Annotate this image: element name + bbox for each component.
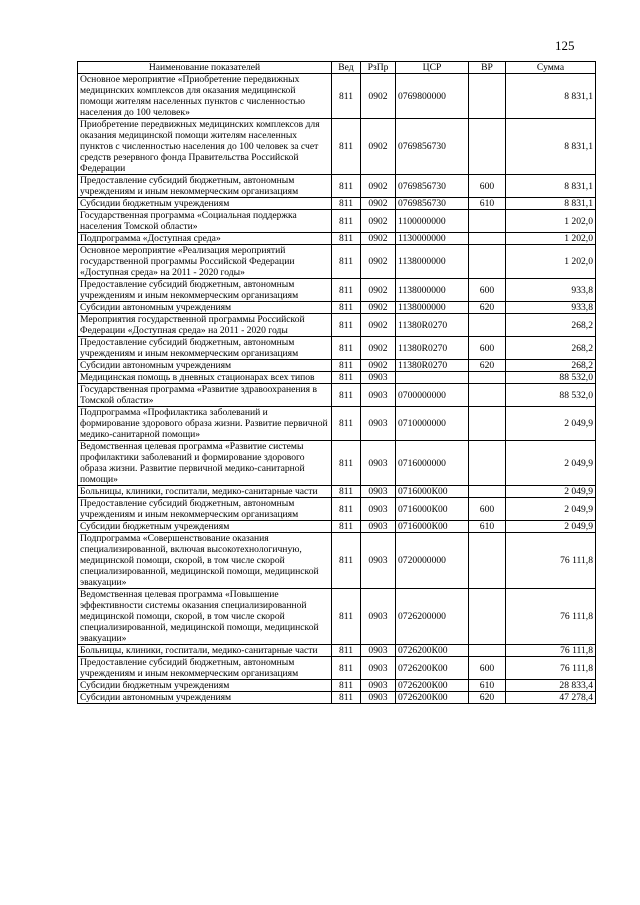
table-row	[78, 407, 596, 441]
row-name-cell: Больницы, клиники, госпитали, медико-санитарные части	[78, 645, 332, 657]
row-rzpr-cell: 0902	[361, 314, 396, 337]
row-rzpr-cell: 0903	[361, 486, 396, 498]
row-vr-cell: 600	[469, 657, 506, 680]
table-row	[78, 210, 596, 233]
row-name-cell: Предоставление субсидий бюджетным, автономным учреждениям и иным некоммерческим организациям	[78, 657, 332, 680]
row-name-cell: Предоставление субсидий бюджетным, автономным учреждениям и иным некоммерческим организациям	[78, 337, 332, 360]
row-vr-cell	[469, 645, 506, 657]
row-sum-cell: 76 111,8	[506, 589, 596, 645]
row-ved-cell: 811	[332, 384, 361, 407]
row-name-cell: Субсидии бюджетным учреждениям	[78, 521, 332, 533]
row-rzpr-cell: 0902	[361, 198, 396, 210]
row-vr-cell: 620	[469, 692, 506, 704]
row-name-cell: Субсидии бюджетным учреждениям	[78, 198, 332, 210]
header-ved: Вед	[332, 62, 361, 74]
row-ved-cell: 811	[332, 337, 361, 360]
table-row	[78, 119, 596, 175]
table-row	[78, 657, 596, 680]
row-csr-cell: 0726200К00	[396, 692, 469, 704]
table-row	[78, 302, 596, 314]
row-csr-cell: 0716000К00	[396, 521, 469, 533]
row-csr-cell: 0769800000	[396, 74, 469, 119]
row-rzpr-cell: 0902	[361, 233, 396, 245]
table-body	[78, 74, 596, 704]
table-row	[78, 384, 596, 407]
row-rzpr-cell: 0903	[361, 407, 396, 441]
table-row	[78, 486, 596, 498]
row-name-cell: Ведомственная целевая программа «Повышение эффективности системы оказания специализированной медицинской помощи, скорой, в том числе скорой специализированной, медицинской помощи, медицинской эвакуации»	[78, 589, 332, 645]
row-csr-cell: 11380R0270	[396, 314, 469, 337]
row-rzpr-cell: 0903	[361, 441, 396, 486]
row-rzpr-cell: 0902	[361, 245, 396, 279]
row-csr-cell	[396, 372, 469, 384]
row-ved-cell: 811	[332, 302, 361, 314]
row-ved-cell: 811	[332, 680, 361, 692]
row-csr-cell: 1130000000	[396, 233, 469, 245]
table-row	[78, 360, 596, 372]
row-name-cell: Приобретение передвижных медицинских комплексов для оказания медицинской помощи жителям населенных пунктов с численностью населения до 100 человек за счет средств резервного фонда Правительства Российской Федерации	[78, 119, 332, 175]
row-vr-cell	[469, 314, 506, 337]
row-vr-cell: 600	[469, 279, 506, 302]
row-rzpr-cell: 0903	[361, 533, 396, 589]
row-name-cell: Основное мероприятие «Реализация мероприятий государственной программы Российской Федерации «Доступная среда» на 2011 - 2020 годы»	[78, 245, 332, 279]
table-row	[78, 198, 596, 210]
table-row	[78, 372, 596, 384]
table-row	[78, 533, 596, 589]
row-ved-cell: 811	[332, 589, 361, 645]
row-sum-cell: 1 202,0	[506, 210, 596, 233]
row-rzpr-cell: 0902	[361, 302, 396, 314]
row-name-cell: Субсидии автономным учреждениям	[78, 692, 332, 704]
row-ved-cell: 811	[332, 441, 361, 486]
header-sum: Сумма	[506, 62, 596, 74]
row-rzpr-cell: 0903	[361, 384, 396, 407]
row-rzpr-cell: 0902	[361, 74, 396, 119]
row-sum-cell: 1 202,0	[506, 245, 596, 279]
row-csr-cell: 0726200К00	[396, 645, 469, 657]
row-ved-cell: 811	[332, 407, 361, 441]
row-vr-cell: 600	[469, 498, 506, 521]
row-sum-cell: 2 049,9	[506, 486, 596, 498]
row-name-cell: Государственная программа «Развитие здравоохранения в Томской области»	[78, 384, 332, 407]
row-vr-cell	[469, 486, 506, 498]
row-csr-cell: 1100000000	[396, 210, 469, 233]
row-ved-cell: 811	[332, 372, 361, 384]
row-vr-cell	[469, 74, 506, 119]
row-sum-cell: 8 831,1	[506, 175, 596, 198]
row-ved-cell: 811	[332, 245, 361, 279]
row-ved-cell: 811	[332, 645, 361, 657]
row-csr-cell: 0716000000	[396, 441, 469, 486]
row-vr-cell: 620	[469, 360, 506, 372]
table-row	[78, 521, 596, 533]
row-ved-cell: 811	[332, 314, 361, 337]
table-row	[78, 498, 596, 521]
row-csr-cell: 0710000000	[396, 407, 469, 441]
row-csr-cell: 0769856730	[396, 198, 469, 210]
table-row	[78, 645, 596, 657]
row-ved-cell: 811	[332, 74, 361, 119]
row-vr-cell	[469, 533, 506, 589]
row-csr-cell: 0726200К00	[396, 657, 469, 680]
row-sum-cell: 2 049,9	[506, 407, 596, 441]
row-vr-cell: 610	[469, 680, 506, 692]
row-vr-cell	[469, 372, 506, 384]
row-vr-cell: 620	[469, 302, 506, 314]
row-vr-cell: 610	[469, 521, 506, 533]
page-number: 125	[555, 38, 575, 53]
row-rzpr-cell: 0903	[361, 657, 396, 680]
row-vr-cell: 600	[469, 175, 506, 198]
row-sum-cell: 88 532,0	[506, 384, 596, 407]
row-csr-cell: 1138000000	[396, 279, 469, 302]
row-ved-cell: 811	[332, 210, 361, 233]
row-sum-cell: 2 049,9	[506, 521, 596, 533]
row-csr-cell: 0769856730	[396, 119, 469, 175]
row-vr-cell	[469, 233, 506, 245]
row-ved-cell: 811	[332, 233, 361, 245]
row-csr-cell: 0716000К00	[396, 486, 469, 498]
row-sum-cell: 933,8	[506, 302, 596, 314]
row-name-cell: Мероприятия государственной программы Российской Федерации «Доступная среда» на 2011 - 2020 годы	[78, 314, 332, 337]
row-sum-cell: 8 831,1	[506, 119, 596, 175]
row-vr-cell: 600	[469, 337, 506, 360]
row-csr-cell: 0700000000	[396, 384, 469, 407]
row-name-cell: Субсидии автономным учреждениям	[78, 302, 332, 314]
row-sum-cell: 268,2	[506, 360, 596, 372]
row-csr-cell: 0716000К00	[396, 498, 469, 521]
header-name: Наименование показателей	[78, 62, 332, 74]
row-sum-cell: 268,2	[506, 314, 596, 337]
row-ved-cell: 811	[332, 498, 361, 521]
row-sum-cell: 8 831,1	[506, 74, 596, 119]
row-vr-cell	[469, 407, 506, 441]
row-vr-cell	[469, 210, 506, 233]
row-ved-cell: 811	[332, 279, 361, 302]
row-sum-cell: 76 111,8	[506, 657, 596, 680]
header-csr: ЦСР	[396, 62, 469, 74]
row-vr-cell	[469, 384, 506, 407]
row-ved-cell: 811	[332, 657, 361, 680]
row-csr-cell: 11380R0270	[396, 337, 469, 360]
row-vr-cell: 610	[469, 198, 506, 210]
row-csr-cell: 0726200000	[396, 589, 469, 645]
row-name-cell: Предоставление субсидий бюджетным, автономным учреждениям и иным некоммерческим организациям	[78, 279, 332, 302]
row-name-cell: Подпрограмма «Доступная среда»	[78, 233, 332, 245]
row-rzpr-cell: 0902	[361, 279, 396, 302]
table-row	[78, 175, 596, 198]
row-sum-cell: 268,2	[506, 337, 596, 360]
table-row	[78, 245, 596, 279]
row-sum-cell: 88 532,0	[506, 372, 596, 384]
row-csr-cell: 0726200К00	[396, 680, 469, 692]
row-name-cell: Подпрограмма «Совершенствование оказания специализированной, включая высокотехнологичную, медицинской помощи, скорой, в том числе скорой специализированной, медицинской помощи, медицинской эвакуации»	[78, 533, 332, 589]
row-ved-cell: 811	[332, 486, 361, 498]
table-row	[78, 233, 596, 245]
row-sum-cell: 28 833,4	[506, 680, 596, 692]
row-ved-cell: 811	[332, 521, 361, 533]
table-row	[78, 279, 596, 302]
row-sum-cell: 933,8	[506, 279, 596, 302]
table-row	[78, 337, 596, 360]
header-rzpr: РзПр	[361, 62, 396, 74]
row-name-cell: Субсидии автономным учреждениям	[78, 360, 332, 372]
row-csr-cell: 11380R0270	[396, 360, 469, 372]
row-rzpr-cell: 0902	[361, 210, 396, 233]
row-rzpr-cell: 0903	[361, 692, 396, 704]
row-ved-cell: 811	[332, 175, 361, 198]
row-name-cell: Медицинская помощь в дневных стационарах всех типов	[78, 372, 332, 384]
row-vr-cell	[469, 441, 506, 486]
row-sum-cell: 1 202,0	[506, 233, 596, 245]
row-rzpr-cell: 0903	[361, 498, 396, 521]
row-rzpr-cell: 0902	[361, 360, 396, 372]
row-ved-cell: 811	[332, 692, 361, 704]
row-ved-cell: 811	[332, 533, 361, 589]
row-name-cell: Субсидии бюджетным учреждениям	[78, 680, 332, 692]
header-vr: ВР	[469, 62, 506, 74]
row-ved-cell: 811	[332, 360, 361, 372]
table-row	[78, 589, 596, 645]
table-row	[78, 314, 596, 337]
row-rzpr-cell: 0903	[361, 645, 396, 657]
row-vr-cell	[469, 119, 506, 175]
table-header-row	[78, 62, 596, 74]
table-row	[78, 680, 596, 692]
row-vr-cell	[469, 245, 506, 279]
row-vr-cell	[469, 589, 506, 645]
row-name-cell: Ведомственная целевая программа «Развитие системы профилактики заболеваний и формирование здорового образа жизни. Развитие первичной медико-санитарной помощи»	[78, 441, 332, 486]
row-csr-cell: 0769856730	[396, 175, 469, 198]
row-csr-cell: 1138000000	[396, 245, 469, 279]
table-row	[78, 441, 596, 486]
row-rzpr-cell: 0902	[361, 337, 396, 360]
row-rzpr-cell: 0903	[361, 589, 396, 645]
row-ved-cell: 811	[332, 198, 361, 210]
row-sum-cell: 2 049,9	[506, 441, 596, 486]
row-rzpr-cell: 0903	[361, 680, 396, 692]
table-row	[78, 74, 596, 119]
row-name-cell: Государственная программа «Социальная поддержка населения Томской области»	[78, 210, 332, 233]
row-name-cell: Предоставление субсидий бюджетным, автономным учреждениям и иным некоммерческим организациям	[78, 175, 332, 198]
row-name-cell: Предоставление субсидий бюджетным, автономным учреждениям и иным некоммерческим организациям	[78, 498, 332, 521]
row-sum-cell: 76 111,8	[506, 533, 596, 589]
row-sum-cell: 47 278,4	[506, 692, 596, 704]
row-rzpr-cell: 0903	[361, 521, 396, 533]
row-ved-cell: 811	[332, 119, 361, 175]
budget-table	[77, 61, 596, 704]
row-csr-cell: 0720000000	[396, 533, 469, 589]
row-csr-cell: 1138000000	[396, 302, 469, 314]
row-sum-cell: 2 049,9	[506, 498, 596, 521]
row-name-cell: Больницы, клиники, госпитали, медико-санитарные части	[78, 486, 332, 498]
row-name-cell: Основное мероприятие «Приобретение передвижных медицинских комплексов для оказания медицинской помощи жителям населенных пунктов с численностью населения до 100 человек»	[78, 74, 332, 119]
row-rzpr-cell: 0902	[361, 175, 396, 198]
row-rzpr-cell: 0902	[361, 119, 396, 175]
row-sum-cell: 8 831,1	[506, 198, 596, 210]
row-rzpr-cell: 0903	[361, 372, 396, 384]
table-row	[78, 692, 596, 704]
row-name-cell: Подпрограмма «Профилактика заболеваний и формирование здорового образа жизни. Развитие первичной медико-санитарной помощи»	[78, 407, 332, 441]
row-sum-cell: 76 111,8	[506, 645, 596, 657]
